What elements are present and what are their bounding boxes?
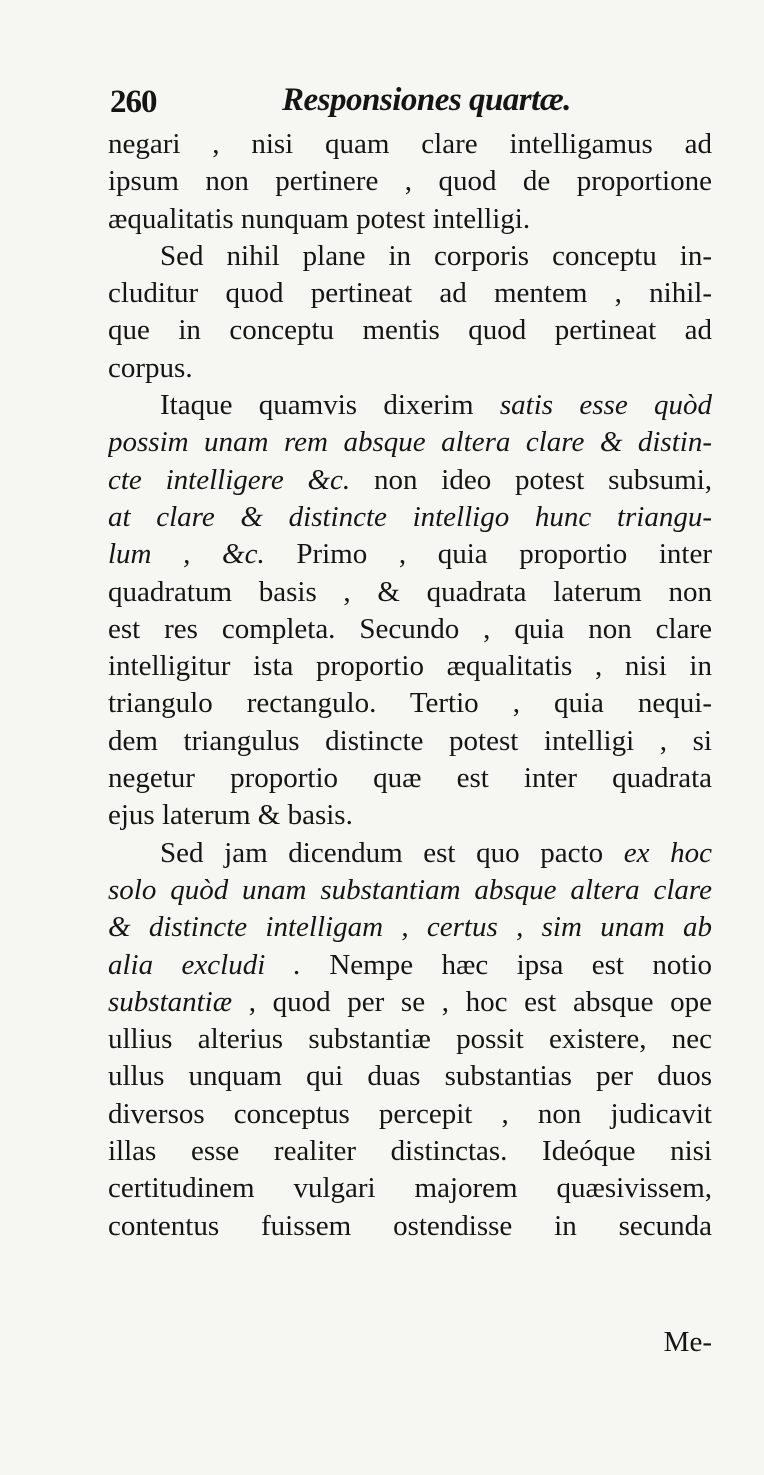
roman-text: Nempe hæc ipsa est notio — [329, 948, 712, 981]
roman-text: Sed jam dicendum est quo pacto — [160, 836, 624, 869]
italic-text: at clare & distincte intelligo hunc triangu- — [108, 500, 712, 533]
text-line — [108, 723, 712, 760]
roman-text: quadratum basis , & quadrata laterum non — [108, 575, 712, 608]
text-line — [108, 574, 712, 611]
text-line — [108, 1058, 712, 1095]
roman-text: ejus laterum & basis. — [108, 799, 353, 832]
roman-text: est res completa. Secundo , quia non clare — [108, 612, 712, 645]
text-line — [108, 685, 712, 722]
roman-text: ipsum non pertinere , quod de proportione — [108, 165, 712, 198]
roman-text: non ideo potest subsumi, — [373, 463, 712, 496]
text-line — [108, 387, 712, 424]
page-header — [110, 78, 710, 122]
text-line — [108, 499, 712, 536]
text-line — [108, 163, 712, 200]
text-line — [108, 126, 712, 163]
text-line — [108, 872, 712, 909]
roman-text: certitudinem vulgari majorem quæsivissem, — [108, 1172, 712, 1205]
italic-text: & distincte intelligam , certus , sim unam ab — [108, 911, 712, 944]
text-line — [108, 424, 712, 461]
text-line — [108, 1133, 712, 1170]
roman-text: Itaque quamvis dixerim — [160, 389, 500, 422]
italic-text: cte intelligere &c. — [108, 463, 374, 496]
page-number: 260 — [110, 84, 157, 120]
italic-text: alia excludi . — [108, 948, 330, 981]
text-line — [108, 1208, 712, 1245]
roman-text: æqualitatis nunquam potest intelligi. — [108, 202, 531, 235]
text-line — [108, 760, 712, 797]
roman-text: ullus unquam qui duas substantias per duos — [108, 1060, 712, 1093]
text-line — [108, 350, 712, 387]
roman-text: ullius alterius substantiæ possit existere, nec — [108, 1023, 712, 1056]
roman-text: diversos conceptus percepit , non judicavit — [108, 1097, 712, 1130]
text-line — [108, 275, 712, 312]
italic-text: satis esse quòd — [499, 389, 712, 422]
running-head: Responsiones quartæ. — [282, 82, 571, 118]
text-line — [108, 462, 712, 499]
catchword: Me- — [663, 1326, 712, 1358]
text-line — [108, 536, 712, 573]
text-line — [108, 797, 712, 834]
text-line — [108, 312, 712, 349]
roman-text: Sed nihil plane in corporis conceptu in- — [160, 239, 712, 272]
text-line — [108, 238, 712, 275]
text-line — [108, 201, 712, 238]
italic-text: possim unam rem absque altera clare & distin- — [108, 426, 712, 459]
roman-text: intelligitur ista proportio æqualitatis , nisi in — [108, 650, 712, 683]
roman-text: Primo , quia proportio inter — [296, 538, 712, 571]
italic-text: substantiæ — [108, 985, 233, 1018]
roman-text: dem triangulus distincte potest intelligi , si — [108, 724, 712, 757]
italic-text: ex hoc — [623, 836, 712, 869]
text-line — [108, 984, 712, 1021]
text-line — [108, 1021, 712, 1058]
roman-text: negetur proportio quæ est inter quadrata — [108, 762, 712, 795]
roman-text: que in conceptu mentis quod pertineat ad — [108, 314, 712, 347]
roman-text: cluditur quod pertineat ad mentem , nihil- — [108, 277, 712, 310]
roman-text: triangulo rectangulo. Tertio , quia nequi- — [108, 687, 712, 720]
roman-text: illas esse realiter distinctas. Ideóque nisi — [108, 1135, 712, 1168]
italic-text: solo quòd unam substantiam absque altera clare — [108, 873, 712, 906]
roman-text: negari , nisi quam clare intelligamus ad — [108, 128, 712, 160]
text-line — [108, 835, 712, 872]
text-line — [108, 909, 712, 946]
text-line — [108, 947, 712, 984]
text-line — [108, 611, 712, 648]
roman-text: corpus. — [108, 351, 193, 384]
roman-text: contentus fuissem ostendisse in secunda — [108, 1209, 712, 1242]
body-text — [108, 126, 712, 1245]
italic-text: lum , &c. — [108, 538, 297, 571]
text-line — [108, 1096, 712, 1133]
roman-text: , quod per se , hoc est absque ope — [232, 985, 712, 1018]
text-line — [108, 648, 712, 685]
text-line — [108, 1170, 712, 1207]
